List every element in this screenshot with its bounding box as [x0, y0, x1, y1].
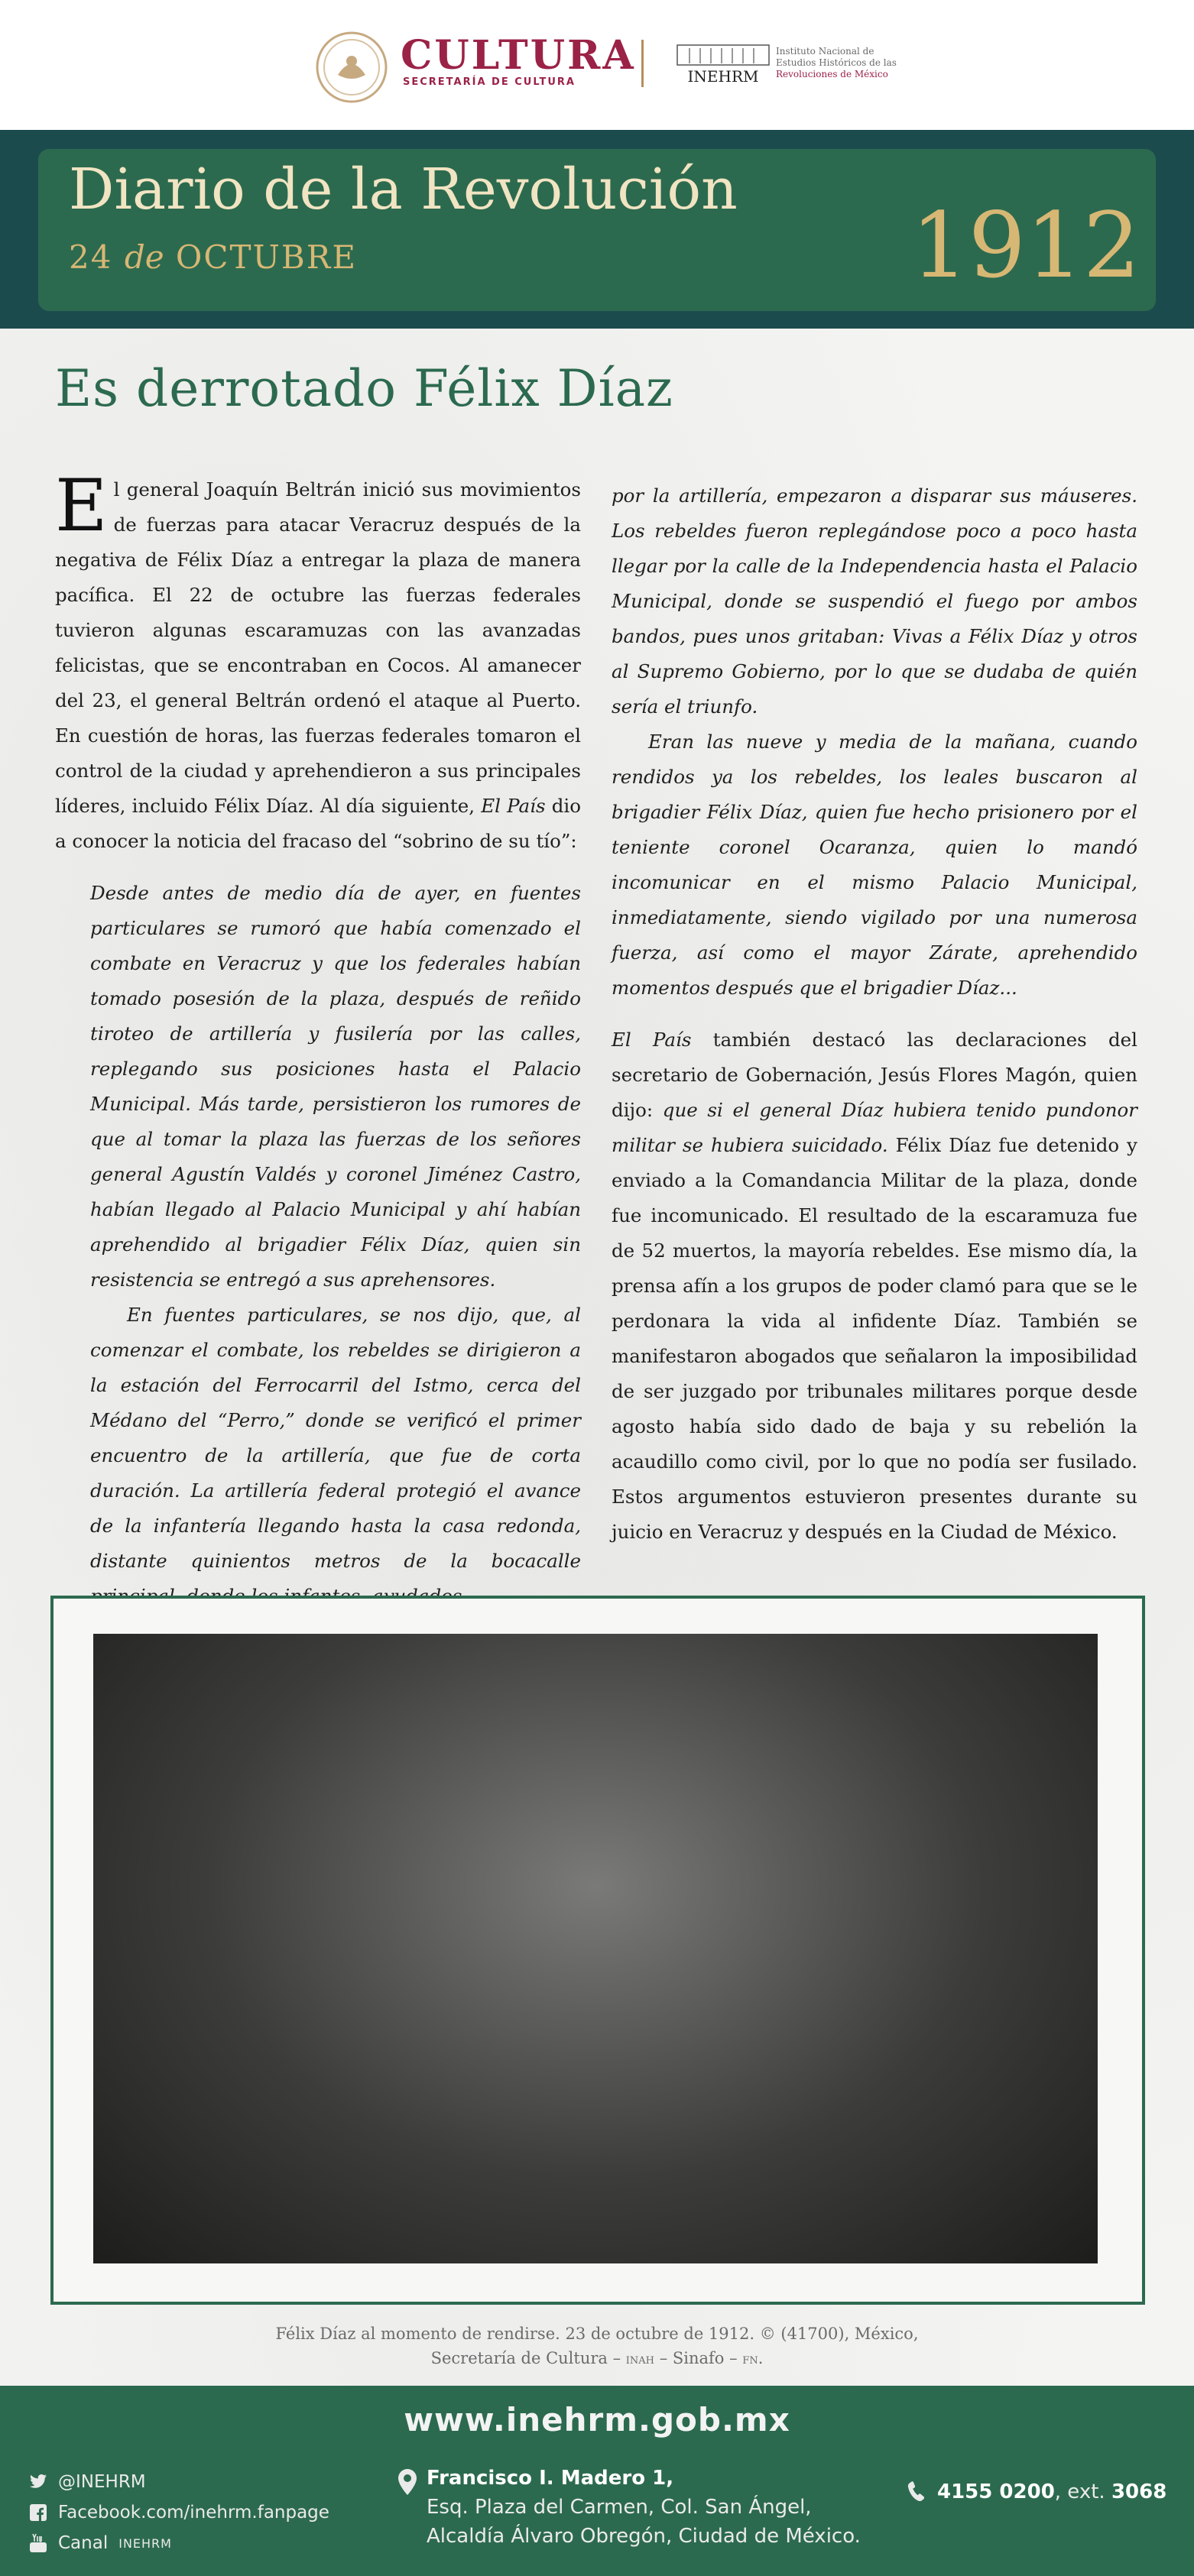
inehrm-logo-text: INEHRM [687, 67, 759, 86]
phone-contact[interactable] [907, 2480, 1166, 2503]
caption-text: Secretaría de Cultura – [430, 2349, 626, 2367]
paragraph-text: también destacó las declaraciones del secretario de Gobernación, Jesús Flores Magón, quien dijo: [612, 1029, 1137, 1121]
newspaper-name: El País [481, 795, 546, 817]
quote-paragraph: Eran las nueve y media de la mañana, cuando rendidos ya los rebeldes, los leales buscaron al brigadier Félix Díaz, quien fue hecho prisionero por el teniente coronel Ocaranza, quien lo mandó incomunicar en el mismo Palacio Municipal, inmediatamente, siendo vigilado por una numerosa fuerza, así como el mayor Zárate, aprehendido momentos después que el brigadier Díaz... [612, 731, 1137, 999]
inline-quote: que si el general Díaz hubiera tenido pundonor militar se hubiera suicidado. [612, 1099, 1137, 1156]
address-line: Alcaldía Álvaro Obregón, Ciudad de México. [427, 2525, 861, 2548]
article-paragraph [55, 465, 581, 859]
social-links [29, 2467, 329, 2558]
cultura-logo-subtitle: SECRETARÍA DE CULTURA [403, 76, 576, 88]
extension-label: , ext. [1054, 2480, 1111, 2503]
caption-line [229, 2346, 965, 2371]
paragraph-text: dio a conocer la noticia del fracaso del “sobrino de su tío”: [55, 795, 581, 852]
mexico-seal-icon [315, 31, 388, 104]
header-year: 1912 [910, 193, 1140, 298]
article-title: Es derrotado Félix Díaz [55, 359, 673, 418]
caption-text: – Sinafo – [654, 2349, 743, 2367]
header-month: OCTUBRE [175, 238, 358, 276]
logo-divider [641, 40, 644, 87]
website-link[interactable]: www.inehrm.gob.mx [404, 2401, 790, 2438]
article-column-right [612, 478, 1137, 1550]
youtube-icon [29, 2533, 47, 2553]
historical-photo [93, 1634, 1098, 2263]
phone-number: 4155 0200 [937, 2480, 1055, 2503]
inehrm-name-line: Revoluciones de México [776, 69, 888, 79]
address [427, 2464, 861, 2551]
inehrm-name-line: Instituto Nacional de [776, 46, 874, 57]
caption-line: Félix Díaz al momento de rendirse. 23 de octubre de 1912. © (41700), México, [275, 2325, 919, 2343]
facebook-url: Facebook.com/inehrm.fanpage [58, 2503, 329, 2523]
caption-inah: inah [625, 2351, 655, 2367]
inehrm-building-icon [674, 42, 772, 88]
photo-caption [229, 2322, 965, 2371]
quote-paragraph: Desde antes de medio día de ayer, en fuentes particulares se rumoró que había comenzado el combate en Veracruz y que los federales habían tomado posesión de la plaza, después de reñido tiroteo de artillería y fusilería por las calles, replegando sus posiciones hasta el Palacio Municipal. Más tarde, persistieron los rumores de que al tomar la plaza las fuerzas de los señores general Agustín Valdés y coronel Jiménez Castro, habían llegado al Palacio Municipal y ahí habían aprehendido al brigadier Félix Díaz, quien sin resistencia se entregó a sus aprehensores. [90, 882, 581, 1291]
twitter-icon [29, 2474, 47, 2490]
header-date [69, 238, 357, 276]
article-paragraph [612, 1022, 1137, 1550]
address-comma: , [666, 2467, 674, 2490]
inehrm-name-line: Estudios Históricos de las [776, 57, 897, 68]
address-line [427, 2464, 861, 2493]
article-column-left [55, 465, 581, 1614]
youtube-link[interactable] [29, 2528, 329, 2558]
address-street: Francisco I. Madero 1 [427, 2467, 667, 2490]
caption-fn: fn [742, 2351, 758, 2367]
header-date-preposition: de [124, 238, 164, 276]
twitter-handle: @INEHRM [58, 2472, 146, 2492]
paragraph-text: l general Joaquín Beltrán inició sus movimientos de fuerzas para atacar Veracruz después de la negativa de Félix Díaz a entregar la plaza de manera pacífica. El 22 de octubre las fuerzas federales tuvieron algunas escaramuzas con las avanzadas felicistas, que se encontraban en Cocos. Al amanecer del 23, el general Beltrán ordenó el ataque al Puerto. En cuestión de horas, las fuerzas federales tomaron el control de la ciudad y aprehendieron a sus principales líderes, incluido Félix Díaz. Al día siguiente, [55, 478, 581, 817]
twitter-link[interactable] [29, 2467, 329, 2497]
newspaper-name: El País [612, 1029, 692, 1051]
caption-text: . [758, 2349, 764, 2367]
cultura-logo-text: CULTURA [401, 32, 636, 79]
facebook-icon [29, 2503, 47, 2522]
youtube-channel-label: Canal [58, 2533, 109, 2553]
paragraph-text: Félix Díaz fue detenido y enviado a la Comandancia Militar de la plaza, donde fue incomunicado. El resultado de la escaramuza fue de 52 muertos, la mayoría rebeldes. Ese mismo día, la prensa afín a los grupos de poder clamó para que se le perdonara la vida al infidente Díaz. También se manifestaron abogados que señalaron la imposibilidad de ser juzgado por tribunales militares porque desde agosto había sido dado de baja y su rebelión la acaudillo como civil, por lo que no podía ser fusilado. Estos argumentos estuvieron presentes durante su juicio en Veracruz y después en la Ciudad de México. [612, 1134, 1137, 1543]
quote-paragraph-continued: por la artillería, empezaron a disparar sus máuseres. Los rebeldes fueron replegándose poco a poco hasta llegar por la calle de la Independencia hasta el Palacio Municipal, donde se suspendió el fuego por ambos bandos, pues unos gritaban: Vivas a Félix Díaz y otros al Supremo Gobierno, por lo que se dudaba de quién sería el triunfo. [612, 484, 1137, 718]
location-pin-icon [397, 2468, 417, 2496]
header-day: 24 [69, 238, 113, 276]
phone-extension: 3068 [1111, 2480, 1167, 2503]
inehrm-full-name [776, 46, 906, 80]
phone-icon [907, 2480, 926, 2503]
youtube-channel-name: INEHRM [118, 2535, 172, 2551]
address-line: Esq. Plaza del Carmen, Col. San Ángel, [427, 2496, 812, 2519]
page-title: Diario de la Revolución [69, 157, 738, 222]
quote-paragraph: En fuentes particulares, se nos dijo, que, al comenzar el combate, los rebeldes se dirigieron a la estación del Ferrocarril del Istmo, cerca del Médano del “Perro,” donde se verificó el primer encuentro de la artillería, que fue de corta duración. La artillería federal protegió el avance de la infantería llegando hasta la casa redonda, distante quinientos metros de la bocacalle [90, 1304, 581, 1572]
facebook-link[interactable] [29, 2497, 329, 2528]
drop-cap: E [55, 465, 108, 548]
